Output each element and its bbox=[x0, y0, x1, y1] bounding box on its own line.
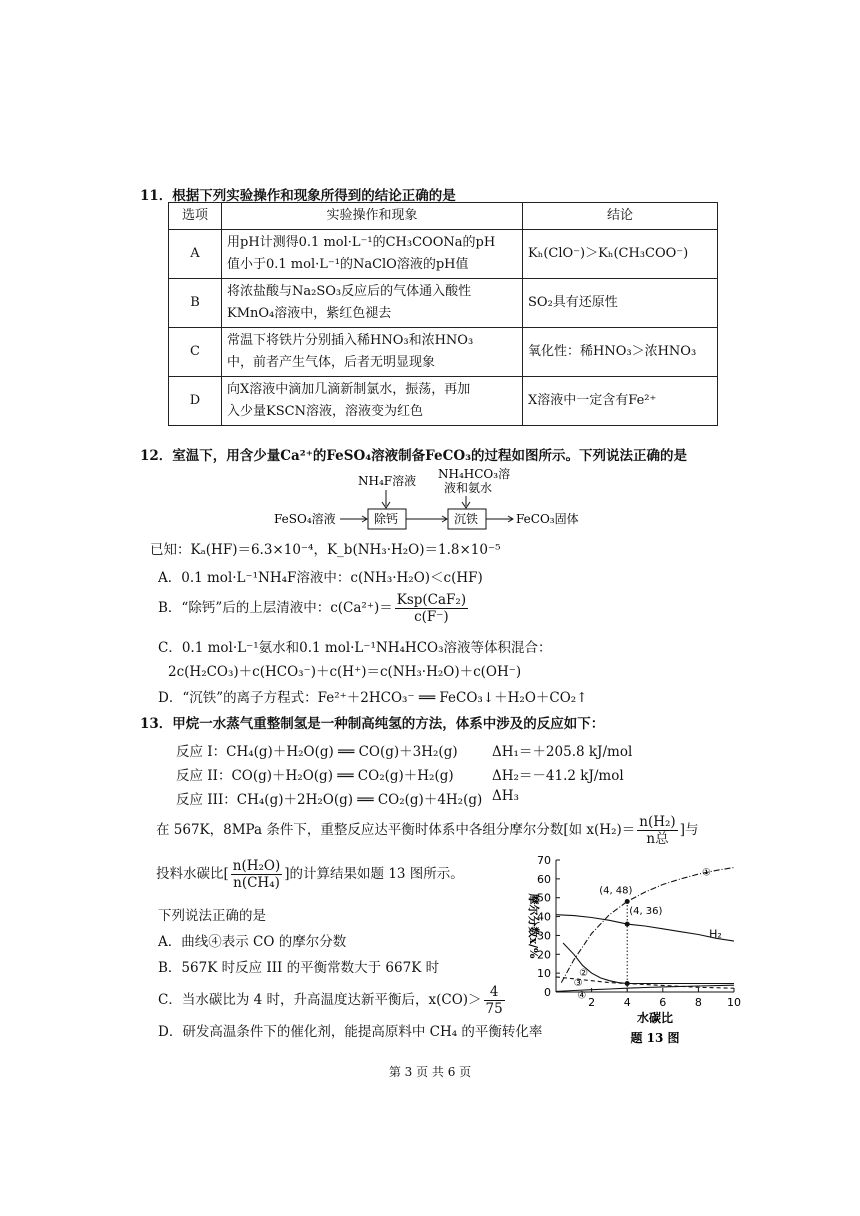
q13-reaction-2: 反应 II：CO(g)＋H₂O(g) ══ CO₂(g)＋H₂(g) bbox=[176, 768, 454, 784]
flow-reagent-2b: 液和氨水 bbox=[444, 481, 493, 495]
row-conclusion: 氧化性：稀HNO₃＞浓HNO₃ bbox=[523, 328, 718, 377]
q11-table bbox=[168, 202, 718, 426]
q13-reaction-1-enthalpy: ΔH₁＝＋205.8 kJ/mol bbox=[492, 744, 633, 760]
fraction-numerator: Ksp(CaF₂) bbox=[396, 592, 467, 608]
y-axis-label: 摩尔分数x/% bbox=[527, 893, 540, 959]
series-label-h2: H₂ bbox=[709, 927, 722, 941]
q13-reaction-1: 反应 I：CH₄(g)＋H₂O(g) ══ CO(g)＋3H₂(g) bbox=[176, 744, 458, 760]
q13-reaction-3: 反应 III：CH₄(g)＋2H₂O(g) ══ CO₂(g)＋4H₂(g) bbox=[176, 792, 483, 808]
fraction-denominator: 75 bbox=[485, 1001, 503, 1017]
header-operation: 实验操作和现象 bbox=[222, 203, 523, 230]
y-tick-label: 20 bbox=[537, 948, 551, 962]
series-line bbox=[561, 868, 734, 983]
data-point bbox=[625, 922, 630, 927]
y-tick-label: 30 bbox=[537, 929, 551, 943]
row-operation bbox=[222, 279, 523, 328]
chart-caption: 题 13 图 bbox=[630, 1031, 680, 1045]
operation-line: 向X溶液中滴加几滴新制氯水，振荡，再加 bbox=[227, 382, 471, 397]
fraction-denominator: n总 bbox=[646, 831, 669, 847]
series-line bbox=[556, 915, 734, 941]
operation-line: 入少量KSCN溶液，溶液变为红色 bbox=[227, 404, 423, 419]
q13-reaction-3-enthalpy: ΔH₃ bbox=[492, 788, 519, 804]
row-option: B bbox=[169, 279, 222, 328]
data-point bbox=[625, 899, 630, 904]
q12-option-a: A．0.1 mol·L⁻¹NH₄F溶液中：c(NH₃·H₂O)＜c(HF) bbox=[158, 570, 483, 586]
fraction-numerator: n(H₂O) bbox=[232, 858, 281, 874]
operation-line: 中，前者产生气体，后者无明显现象 bbox=[227, 355, 436, 370]
flow-end: FeCO₃固体 bbox=[516, 512, 579, 526]
fraction-numerator: n(H₂) bbox=[639, 814, 676, 830]
data-point bbox=[625, 981, 630, 986]
q12-option-b bbox=[158, 592, 470, 625]
series-label: ② bbox=[579, 968, 589, 980]
q13-stem: 13．甲烷一水蒸气重整制氢是一种制高纯氢的方法，体系中涉及的反应如下： bbox=[140, 716, 605, 732]
operation-line: 值小于0.1 mol·L⁻¹的NaClO溶液的pH值 bbox=[227, 257, 469, 272]
q13-option-b: B．567K 时反应 III 的平衡常数大于 667K 时 bbox=[158, 960, 440, 976]
q12-stem: 12．室温下，用含少量Ca²⁺的FeSO₄溶液制备FeCO₃的过程如图所示。下列说法正确的是 bbox=[140, 448, 688, 464]
x-tick-label: 10 bbox=[727, 996, 741, 1009]
page-footer: 第 3 页 共 6 页 bbox=[388, 1065, 472, 1079]
x-tick-label: 8 bbox=[694, 996, 702, 1009]
q12-flow-diagram bbox=[270, 466, 610, 532]
row-operation bbox=[222, 328, 523, 377]
q13-condition-fraction bbox=[637, 814, 677, 847]
operation-line: KMnO₄溶液中，紫红色褪去 bbox=[227, 306, 392, 321]
y-tick-label: 60 bbox=[537, 872, 551, 886]
x-axis-label: 水碳比 bbox=[636, 1011, 674, 1025]
q12-option-c: C．0.1 mol·L⁻¹氨水和0.1 mol·L⁻¹NH₄HCO₃溶液等体积混合： bbox=[158, 640, 552, 656]
annotation-label: (4, 48) bbox=[599, 885, 633, 897]
header-option: 选项 bbox=[169, 203, 222, 230]
operation-line: 常温下将铁片分别插入稀HNO₃和浓HNO₃ bbox=[227, 333, 474, 348]
row-conclusion: SO₂具有还原性 bbox=[523, 279, 718, 328]
q12-option-d: D．“沉铁”的离子方程式：Fe²⁺＋2HCO₃⁻ ══ FeCO₃↓＋H₂O＋CO₂↑ bbox=[158, 690, 588, 706]
x-tick-label: 4 bbox=[623, 996, 631, 1009]
q13-feed-ratio bbox=[156, 858, 464, 891]
q13-option-c-fraction bbox=[484, 984, 505, 1017]
table-row bbox=[169, 328, 718, 377]
table-row bbox=[169, 279, 718, 328]
q13-option-c-text: C．当水碳比为 4 时，升高温度达新平衡后，x(CO)＞ bbox=[158, 992, 482, 1008]
operation-line: 将浓盐酸与Na₂SO₃反应后的气体通入酸性 bbox=[227, 284, 472, 299]
flow-reagent-1: NH₄F溶液 bbox=[358, 474, 417, 488]
q13-condition-text: 在 567K，8MPa 条件下，重整反应达平衡时体系中各组分摩尔分数[如 x(H₂)＝ bbox=[156, 822, 636, 838]
q13-feed-fraction bbox=[231, 858, 282, 891]
y-tick-label: 40 bbox=[537, 910, 551, 924]
q13-chart bbox=[510, 850, 750, 1060]
series-label: ④ bbox=[577, 990, 587, 1002]
y-tick-label: 0 bbox=[544, 986, 551, 999]
x-tick-label: 2 bbox=[588, 996, 596, 1009]
q13-condition bbox=[156, 814, 698, 847]
table-row bbox=[169, 230, 718, 279]
series-line bbox=[563, 943, 734, 984]
q13-condition-tail: ]与 bbox=[679, 822, 699, 838]
row-option: C bbox=[169, 328, 222, 377]
q13-option-c bbox=[158, 984, 507, 1017]
row-conclusion: X溶液中一定含有Fe²⁺ bbox=[523, 377, 718, 426]
q12-option-b-text: B．“除钙”后的上层清液中：c(Ca²⁺)＝ bbox=[158, 600, 393, 616]
q13-ask: 下列说法正确的是 bbox=[158, 908, 266, 924]
row-conclusion: Kₕ(ClO⁻)＞Kₕ(CH₃COO⁻) bbox=[523, 230, 718, 279]
q12-option-c-equation: 2c(H₂CO₃)＋c(HCO₃⁻)＋c(H⁺)＝c(NH₃·H₂O)＋c(OH⁻) bbox=[168, 664, 522, 680]
x-tick-label: 6 bbox=[659, 996, 667, 1009]
fraction-denominator: c(F⁻) bbox=[414, 609, 449, 625]
q13-feed-tail: ]的计算结果如题 13 图所示。 bbox=[284, 866, 464, 882]
row-operation bbox=[222, 230, 523, 279]
operation-line: 用pH计测得0.1 mol·L⁻¹的CH₃COONa的pH bbox=[227, 235, 496, 250]
q12-known: 已知：Kₐ(HF)＝6.3×10⁻⁴，K_b(NH₃·H₂O)＝1.8×10⁻⁵ bbox=[150, 542, 501, 558]
series-label: ③ bbox=[573, 978, 583, 990]
y-tick-label: 50 bbox=[537, 891, 551, 905]
q13-feed-text: 投料水碳比[ bbox=[156, 866, 229, 882]
q13-reaction-2-enthalpy: ΔH₂＝－41.2 kJ/mol bbox=[492, 768, 624, 784]
q12-option-b-fraction bbox=[395, 592, 468, 625]
y-tick-label: 10 bbox=[537, 967, 551, 981]
row-option: D bbox=[169, 377, 222, 426]
table-header-row bbox=[169, 203, 718, 230]
q13-option-a: A．曲线④表示 CO 的摩尔分数 bbox=[158, 934, 347, 950]
flow-reagent-2a: NH₄HCO₃溶 bbox=[438, 467, 511, 481]
header-conclusion: 结论 bbox=[523, 203, 718, 230]
q11-stem: 11．根据下列实验操作和现象所得到的结论正确的是 bbox=[140, 188, 456, 204]
fraction-numerator: 4 bbox=[484, 984, 505, 1001]
flow-box-1-label: 除钙 bbox=[374, 512, 399, 526]
q13-option-d: D．研发高温条件下的催化剂，能提高原料中 CH₄ 的平衡转化率 bbox=[158, 1024, 543, 1040]
row-operation bbox=[222, 377, 523, 426]
row-option: A bbox=[169, 230, 222, 279]
flow-start: FeSO₄溶液 bbox=[274, 512, 336, 526]
annotation-label: (4, 36) bbox=[629, 906, 663, 918]
flow-box-2-label: 沉铁 bbox=[454, 512, 479, 526]
fraction-denominator: n(CH₄) bbox=[233, 875, 280, 891]
series-label: ① bbox=[701, 867, 711, 879]
y-tick-label: 70 bbox=[537, 854, 551, 867]
table-row bbox=[169, 377, 718, 426]
